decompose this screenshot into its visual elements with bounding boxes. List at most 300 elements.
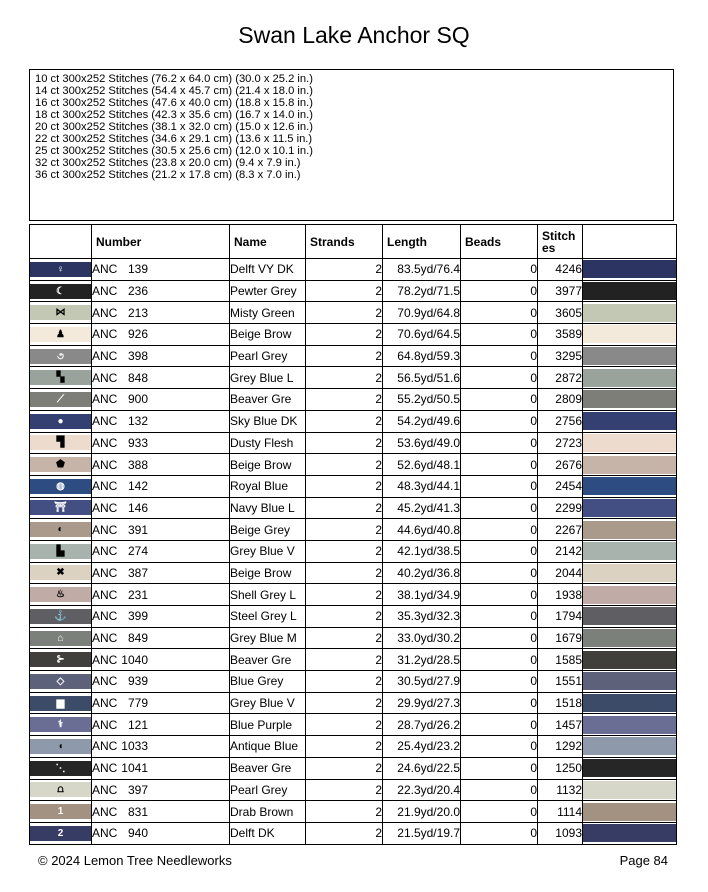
symbol-cell xyxy=(30,584,92,606)
color-swatch xyxy=(583,390,676,408)
symbol-glyph: ♟ xyxy=(56,328,65,340)
color-swatch-cell xyxy=(583,627,677,649)
beads-cell: 0 xyxy=(461,801,538,823)
fabric-size-line: 14 ct 300x252 Stitches (54.4 x 45.7 cm) (21.4 x 18.0 in.) xyxy=(35,85,313,97)
table-row xyxy=(30,692,677,714)
name-cell: Delft VY DK xyxy=(230,259,306,281)
symbol-glyph: ♀ xyxy=(56,263,65,275)
symbol-glyph: ⚓ xyxy=(54,610,67,622)
symbol-glyph: ⌂ xyxy=(57,632,64,644)
color-swatch-cell xyxy=(583,410,677,432)
number-prefix: ANC xyxy=(92,327,118,342)
beads-cell: 0 xyxy=(461,584,538,606)
number-prefix: ANC xyxy=(92,782,118,797)
beads-cell: 0 xyxy=(461,280,538,302)
beads-cell: 0 xyxy=(461,822,538,844)
length-cell: 40.2yd/36.8 xyxy=(383,562,461,584)
header-name: Name xyxy=(230,225,306,259)
fabric-size-line: 25 ct 300x252 Stitches (30.5 x 25.6 cm) (12.0 x 10.1 in.) xyxy=(35,145,313,157)
strands-cell: 2 xyxy=(306,692,383,714)
beads-cell: 0 xyxy=(461,562,538,584)
name-cell: Misty Green xyxy=(230,302,306,324)
number-value: 939 xyxy=(127,674,148,689)
number-prefix: ANC xyxy=(92,717,118,732)
number-prefix: ANC xyxy=(92,457,118,472)
symbol-cell xyxy=(30,302,92,324)
stitches-cell: 1292 xyxy=(538,736,583,758)
table-row xyxy=(30,410,677,432)
length-cell: 21.9yd/20.0 xyxy=(383,801,461,823)
symbol-cell xyxy=(30,757,92,779)
number-prefix: ANC xyxy=(92,739,118,754)
strands-cell: 2 xyxy=(306,454,383,476)
symbol-glyph: ▚ xyxy=(56,372,65,384)
number-value: 900 xyxy=(127,392,148,407)
beads-cell: 0 xyxy=(461,432,538,454)
table-row xyxy=(30,454,677,476)
symbol-cell xyxy=(30,475,92,497)
color-swatch-cell xyxy=(583,540,677,562)
number-prefix: ANC xyxy=(92,565,118,580)
symbol-icon xyxy=(30,696,91,711)
header-swatch xyxy=(583,225,677,259)
beads-cell: 0 xyxy=(461,540,538,562)
table-row xyxy=(30,389,677,411)
strands-cell: 2 xyxy=(306,497,383,519)
length-cell: 45.2yd/41.3 xyxy=(383,497,461,519)
symbol-icon xyxy=(30,674,91,689)
name-cell: Antique Blue xyxy=(230,736,306,758)
beads-cell: 0 xyxy=(461,519,538,541)
number-cell xyxy=(92,389,230,411)
stitches-cell: 1551 xyxy=(538,671,583,693)
name-cell: Blue Grey xyxy=(230,671,306,693)
strands-cell: 2 xyxy=(306,584,383,606)
table-row xyxy=(30,432,677,454)
stitches-cell: 1093 xyxy=(538,822,583,844)
number-value: 779 xyxy=(127,696,148,711)
symbol-icon xyxy=(30,826,91,841)
symbol-cell xyxy=(30,736,92,758)
beads-cell: 0 xyxy=(461,714,538,736)
symbol-cell xyxy=(30,259,92,281)
strands-cell: 2 xyxy=(306,671,383,693)
stitches-cell: 1250 xyxy=(538,757,583,779)
table-row xyxy=(30,562,677,584)
number-prefix: ANC xyxy=(92,761,118,776)
color-swatch xyxy=(583,369,676,387)
number-cell xyxy=(92,410,230,432)
length-cell: 21.5yd/19.7 xyxy=(383,822,461,844)
length-cell: 53.6yd/49.0 xyxy=(383,432,461,454)
symbol-icon xyxy=(30,782,91,797)
number-cell xyxy=(92,822,230,844)
color-swatch-cell xyxy=(583,432,677,454)
symbol-cell xyxy=(30,324,92,346)
number-prefix: ANC xyxy=(92,826,118,841)
table-row xyxy=(30,475,677,497)
length-cell: 33.0yd/30.2 xyxy=(383,627,461,649)
beads-cell: 0 xyxy=(461,302,538,324)
number-cell xyxy=(92,259,230,281)
stitches-cell: 1132 xyxy=(538,779,583,801)
table-row xyxy=(30,714,677,736)
number-prefix: ANC xyxy=(92,522,118,537)
color-swatch xyxy=(583,824,676,842)
color-swatch xyxy=(583,607,676,625)
strands-cell: 2 xyxy=(306,822,383,844)
color-swatch-cell xyxy=(583,779,677,801)
name-cell: Beaver Gre xyxy=(230,649,306,671)
strands-cell: 2 xyxy=(306,389,383,411)
color-swatch-cell xyxy=(583,475,677,497)
number-cell xyxy=(92,757,230,779)
number-cell xyxy=(92,367,230,389)
symbol-glyph: ▙ xyxy=(56,545,65,557)
symbol-icon xyxy=(30,370,91,385)
strands-cell: 2 xyxy=(306,627,383,649)
name-cell: Grey Blue L xyxy=(230,367,306,389)
symbol-icon xyxy=(30,262,91,277)
color-swatch xyxy=(583,672,676,690)
symbol-glyph: ◖ xyxy=(57,740,64,752)
symbol-icon xyxy=(30,414,91,429)
color-swatch-cell xyxy=(583,497,677,519)
beads-cell: 0 xyxy=(461,649,538,671)
symbol-icon xyxy=(30,631,91,646)
name-cell: Blue Purple xyxy=(230,714,306,736)
number-prefix: ANC xyxy=(92,652,118,667)
number-cell xyxy=(92,736,230,758)
symbol-glyph: ☾ xyxy=(56,285,65,297)
length-cell: 48.3yd/44.1 xyxy=(383,475,461,497)
color-swatch xyxy=(583,694,676,712)
number-prefix: ANC xyxy=(92,370,118,385)
name-cell: Pearl Grey xyxy=(230,345,306,367)
number-value: 831 xyxy=(127,804,148,819)
symbol-icon xyxy=(30,392,91,407)
number-prefix: ANC xyxy=(92,305,118,320)
table-row xyxy=(30,497,677,519)
stitches-cell: 1114 xyxy=(538,801,583,823)
strands-cell: 2 xyxy=(306,562,383,584)
stitches-cell: 2756 xyxy=(538,410,583,432)
symbol-icon xyxy=(30,609,91,624)
length-cell: 54.2yd/49.6 xyxy=(383,410,461,432)
symbol-cell xyxy=(30,649,92,671)
symbol-icon xyxy=(30,739,91,754)
symbol-cell xyxy=(30,562,92,584)
table-row xyxy=(30,757,677,779)
length-cell: 22.3yd/20.4 xyxy=(383,779,461,801)
symbol-cell xyxy=(30,345,92,367)
color-swatch-cell xyxy=(583,562,677,584)
name-cell: Royal Blue xyxy=(230,475,306,497)
length-cell: 29.9yd/27.3 xyxy=(383,692,461,714)
color-swatch-cell xyxy=(583,692,677,714)
color-swatch-cell xyxy=(583,454,677,476)
color-swatch xyxy=(583,434,676,452)
name-cell: Shell Grey L xyxy=(230,584,306,606)
name-cell: Navy Blue L xyxy=(230,497,306,519)
color-swatch-cell xyxy=(583,302,677,324)
color-swatch xyxy=(583,737,676,755)
strands-cell: 2 xyxy=(306,410,383,432)
symbol-glyph: ⛩ xyxy=(54,502,67,514)
stitches-cell: 3589 xyxy=(538,324,583,346)
beads-cell: 0 xyxy=(461,345,538,367)
color-swatch xyxy=(583,781,676,799)
number-cell xyxy=(92,454,230,476)
symbol-icon xyxy=(30,479,91,494)
symbol-cell xyxy=(30,714,92,736)
strands-cell: 2 xyxy=(306,475,383,497)
header-length: Length xyxy=(383,225,461,259)
color-swatch xyxy=(583,282,676,300)
number-value: 1041 xyxy=(121,761,148,776)
symbol-cell xyxy=(30,389,92,411)
table-row xyxy=(30,671,677,693)
number-value: 388 xyxy=(127,457,148,472)
number-cell xyxy=(92,302,230,324)
beads-cell: 0 xyxy=(461,606,538,628)
symbol-cell xyxy=(30,410,92,432)
fabric-size-line: 18 ct 300x252 Stitches (42.3 x 35.6 cm) (16.7 x 14.0 in.) xyxy=(35,109,313,121)
symbol-icon xyxy=(30,587,91,602)
symbol-icon xyxy=(30,522,91,537)
color-swatch-cell xyxy=(583,757,677,779)
stitches-cell: 3295 xyxy=(538,345,583,367)
strands-cell: 2 xyxy=(306,736,383,758)
number-prefix: ANC xyxy=(92,609,118,624)
stitches-cell: 1585 xyxy=(538,649,583,671)
name-cell: Dusty Flesh xyxy=(230,432,306,454)
color-swatch-cell xyxy=(583,389,677,411)
length-cell: 24.6yd/22.5 xyxy=(383,757,461,779)
name-cell: Delft DK xyxy=(230,822,306,844)
symbol-icon xyxy=(30,435,91,450)
number-prefix: ANC xyxy=(92,674,118,689)
number-value: 397 xyxy=(127,782,148,797)
color-swatch-cell xyxy=(583,259,677,281)
color-swatch xyxy=(583,499,676,517)
fabric-size-box xyxy=(29,69,674,221)
number-cell xyxy=(92,519,230,541)
color-swatch-cell xyxy=(583,367,677,389)
table-row xyxy=(30,302,677,324)
color-swatch-cell xyxy=(583,519,677,541)
symbol-glyph: ◐ xyxy=(57,524,64,536)
color-swatch xyxy=(583,412,676,430)
color-swatch xyxy=(583,803,676,821)
stitches-cell: 2454 xyxy=(538,475,583,497)
strands-cell: 2 xyxy=(306,519,383,541)
stitches-cell: 1518 xyxy=(538,692,583,714)
strands-cell: 2 xyxy=(306,367,383,389)
beads-cell: 0 xyxy=(461,259,538,281)
color-swatch xyxy=(583,325,676,343)
symbol-glyph: 2 xyxy=(57,827,64,839)
color-swatch xyxy=(583,629,676,647)
header-beads: Beads xyxy=(461,225,538,259)
number-value: 139 xyxy=(127,262,148,277)
table-row xyxy=(30,779,677,801)
symbol-cell xyxy=(30,540,92,562)
number-prefix: ANC xyxy=(92,435,118,450)
name-cell: Pearl Grey xyxy=(230,779,306,801)
strands-cell: 2 xyxy=(306,345,383,367)
stitches-cell: 1679 xyxy=(538,627,583,649)
color-swatch xyxy=(583,260,676,278)
color-swatch xyxy=(583,521,676,539)
stitches-cell: 2299 xyxy=(538,497,583,519)
color-swatch xyxy=(583,564,676,582)
strands-cell: 2 xyxy=(306,324,383,346)
name-cell: Pewter Grey xyxy=(230,280,306,302)
length-cell: 64.8yd/59.3 xyxy=(383,345,461,367)
stitches-cell: 1794 xyxy=(538,606,583,628)
number-value: 940 xyxy=(127,826,148,841)
symbol-glyph: ✖ xyxy=(56,567,65,579)
symbol-glyph: ૭ xyxy=(57,350,64,362)
name-cell: Beige Grey xyxy=(230,519,306,541)
number-prefix: ANC xyxy=(92,500,118,515)
stitches-cell: 2676 xyxy=(538,454,583,476)
color-swatch-cell xyxy=(583,584,677,606)
strands-cell: 2 xyxy=(306,649,383,671)
fabric-size-line: 36 ct 300x252 Stitches (21.2 x 17.8 cm) (8.3 x 7.0 in.) xyxy=(35,169,301,181)
symbol-cell xyxy=(30,779,92,801)
symbol-glyph: ▆ xyxy=(56,697,65,709)
name-cell: Grey Blue V xyxy=(230,540,306,562)
table-row xyxy=(30,584,677,606)
symbol-glyph: ⬟ xyxy=(56,459,65,471)
stitches-cell: 4246 xyxy=(538,259,583,281)
color-swatch xyxy=(583,542,676,560)
beads-cell: 0 xyxy=(461,410,538,432)
name-cell: Sky Blue DK xyxy=(230,410,306,432)
footer-copyright: © 2024 Lemon Tree Needleworks xyxy=(38,853,232,868)
number-value: 849 xyxy=(127,631,148,646)
symbol-icon xyxy=(30,565,91,580)
symbol-icon xyxy=(30,717,91,732)
color-swatch xyxy=(583,304,676,322)
header-number: Number xyxy=(92,225,230,259)
number-value: 146 xyxy=(127,500,148,515)
length-cell: 78.2yd/71.5 xyxy=(383,280,461,302)
symbol-icon xyxy=(30,804,91,819)
color-swatch xyxy=(583,759,676,777)
name-cell: Grey Blue V xyxy=(230,692,306,714)
table-row xyxy=(30,324,677,346)
length-cell: 52.6yd/48.1 xyxy=(383,454,461,476)
number-cell xyxy=(92,779,230,801)
symbol-icon xyxy=(30,761,91,776)
beads-cell: 0 xyxy=(461,757,538,779)
length-cell: 35.3yd/32.3 xyxy=(383,606,461,628)
color-swatch xyxy=(583,456,676,474)
number-cell xyxy=(92,801,230,823)
symbol-cell xyxy=(30,454,92,476)
symbol-glyph: ⩍ xyxy=(57,784,64,796)
number-value: 933 xyxy=(127,435,148,450)
symbol-cell xyxy=(30,367,92,389)
number-cell xyxy=(92,714,230,736)
symbol-glyph: ⚕ xyxy=(57,719,64,731)
symbol-cell xyxy=(30,497,92,519)
number-prefix: ANC xyxy=(92,804,118,819)
number-cell xyxy=(92,562,230,584)
table-row xyxy=(30,627,677,649)
symbol-icon xyxy=(30,457,91,472)
color-swatch-cell xyxy=(583,280,677,302)
color-swatch-cell xyxy=(583,736,677,758)
symbol-glyph: ⊱ xyxy=(56,654,65,666)
length-cell: 38.1yd/34.9 xyxy=(383,584,461,606)
number-value: 848 xyxy=(127,370,148,385)
name-cell: Beige Brow xyxy=(230,562,306,584)
symbol-glyph: ⟋ xyxy=(57,393,64,405)
number-prefix: ANC xyxy=(92,392,118,407)
page-title: Swan Lake Anchor SQ xyxy=(238,22,470,48)
beads-cell: 0 xyxy=(461,497,538,519)
number-cell xyxy=(92,649,230,671)
number-cell xyxy=(92,584,230,606)
number-cell xyxy=(92,475,230,497)
color-swatch-cell xyxy=(583,324,677,346)
length-cell: 25.4yd/23.2 xyxy=(383,736,461,758)
length-cell: 70.9yd/64.8 xyxy=(383,302,461,324)
name-cell: Beige Brow xyxy=(230,324,306,346)
symbol-icon xyxy=(30,305,91,320)
strands-cell: 2 xyxy=(306,259,383,281)
number-cell xyxy=(92,606,230,628)
beads-cell: 0 xyxy=(461,627,538,649)
stitches-cell: 2267 xyxy=(538,519,583,541)
name-cell: Beige Brow xyxy=(230,454,306,476)
number-value: 132 xyxy=(127,414,148,429)
table-row xyxy=(30,280,677,302)
header-stitches: Stitch es xyxy=(538,225,583,259)
name-cell: Beaver Gre xyxy=(230,757,306,779)
table-row xyxy=(30,367,677,389)
color-swatch xyxy=(583,651,676,669)
table-row xyxy=(30,649,677,671)
table-row xyxy=(30,259,677,281)
strands-cell: 2 xyxy=(306,432,383,454)
stitches-cell: 2809 xyxy=(538,389,583,411)
symbol-cell xyxy=(30,280,92,302)
length-cell: 42.1yd/38.5 xyxy=(383,540,461,562)
stitches-cell: 1457 xyxy=(538,714,583,736)
table-row xyxy=(30,519,677,541)
stitches-cell: 2044 xyxy=(538,562,583,584)
color-swatch-cell xyxy=(583,606,677,628)
length-cell: 70.6yd/64.5 xyxy=(383,324,461,346)
color-swatch-cell xyxy=(583,671,677,693)
name-cell: Beaver Gre xyxy=(230,389,306,411)
table-row xyxy=(30,736,677,758)
number-prefix: ANC xyxy=(92,631,118,646)
length-cell: 55.2yd/50.5 xyxy=(383,389,461,411)
color-swatch xyxy=(583,716,676,734)
strands-cell: 2 xyxy=(306,801,383,823)
length-cell: 28.7yd/26.2 xyxy=(383,714,461,736)
number-cell xyxy=(92,671,230,693)
symbol-glyph: ▜ xyxy=(56,437,65,449)
table-row xyxy=(30,822,677,844)
table-row xyxy=(30,540,677,562)
